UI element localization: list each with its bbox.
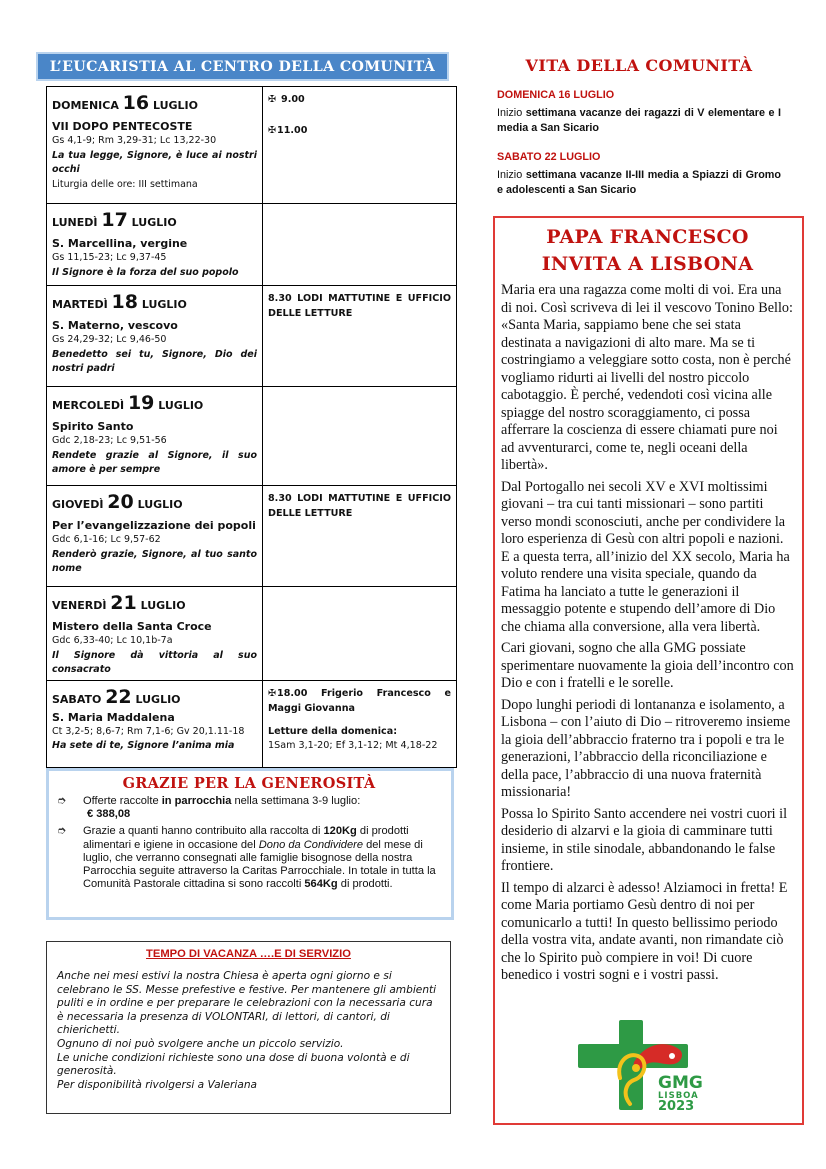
gmg-lisboa-logo [576,1018,726,1112]
papa-francesco-box [493,216,804,1125]
day-cell [47,680,263,767]
readings: Gdc 6,1-16; Lc 9,57-62 [52,534,161,545]
vita-date: SABATO 22 LUGLIO [497,151,601,163]
papa-title: PAPA FRANCESCO INVITA A LISBONA [541,226,754,275]
psalm: Il Signore è la forza del suo popolo [52,266,239,278]
generosita-box [46,768,454,920]
day-heading: MARTEDÌ 18 LUGLIO [52,291,187,313]
saint-name: Per l’evangelizzazione dei popoli [52,519,256,532]
event-text: ✠18.00 Frigerio Francesco e Maggi Giovanna [268,687,451,714]
event-cell [263,87,457,204]
day-cell [47,286,263,387]
day-cell [47,87,263,204]
generosita-title: GRAZIE PER LA GENEROSITÀ [122,775,376,792]
letture-title: Letture della domenica: [268,725,398,737]
readings: Gs 24,29-32; Lc 9,46-50 [52,334,167,345]
saint-name: S. Marcellina, vergine [52,237,188,250]
papa-paragraph: Dal Portogallo nei secoli XV e XVI moltissimi giovani – tra cui tanti missionari – sono partiti verso mondi sconosciuti, anche per condividere la loro esperienza di Gesù con altri popoli e nazioni. E a questa terra, all’inizio del XX secolo, Maria ha voluto rendere una visita speciale, quando da Fatima ha lanciato a tutte le generazioni il messaggio potente e stupendo dell’amore di Dio che chiama alla conversione, alla vera libertà. [501,478,790,635]
day-cell [47,587,263,681]
psalm: La tua legge, Signore, è luce ai nostri occhi [52,149,257,175]
mass-time: ✠ 9.00 [268,94,305,105]
section-header-text: L’EUCARISTIA AL CENTRO DELLA COMUNITÀ [49,58,436,75]
logo-yellow-bead [632,1064,640,1072]
saint-name: VII DOPO PENTECOSTE [52,120,193,133]
cross-icon: ✠ [268,125,277,136]
event-cell [263,486,457,587]
day-heading: SABATO 22 LUGLIO [52,685,181,708]
day-heading: MERCOLEDÌ 19 LUGLIO [52,392,204,414]
day-heading: DOMENICA 16 LUGLIO [52,92,198,114]
calendar-row [47,680,457,767]
day-heading: VENERDÌ 21 LUGLIO [52,592,186,614]
section-header-eucaristia [36,52,449,81]
calendar-row [47,587,457,681]
saint-name: S. Materno, vescovo [52,319,178,332]
day-heading: LUNEDÌ 17 LUGLIO [52,209,177,231]
vita-date: DOMENICA 16 LUGLIO [497,89,615,101]
letture-refs: 1Sam 3,1-20; Ef 3,1-12; Mt 4,18-22 [268,740,438,751]
psalm: Ha sete di te, Signore l’anima mia [52,740,235,751]
saint-name: S. Maria Maddalena [52,710,175,724]
event-text: 8.30 LODI MATTUTINE E UFFICIO DELLE LETTURE [268,293,451,319]
logo-text-gmg: GMG [658,1073,703,1093]
logo-text-lisboa: LISBOA [658,1091,699,1101]
vacanza-title: TEMPO DI VACANZA ….E DI SERVIZIO [146,948,351,960]
logo-text-year: 2023 [658,1099,695,1112]
saint-name: Mistero della Santa Croce [52,620,212,633]
vita-text: Inizio settimana vacanze II-III media a Spiazzi di Gromo e adolescenti a San Sicario [497,169,781,196]
readings: Gs 4,1-9; Rm 3,29-31; Lc 13,22-30 [52,135,217,146]
calendar-row [47,387,457,486]
event-text: 8.30 LODI MATTUTINE E UFFICIO DELLE LETTURE [268,493,451,519]
readings: Ct 3,2-5; 8,6-7; Rm 7,1-6; Gv 20,1.11-18 [52,725,245,737]
saint-name: Spirito Santo [52,420,134,433]
papa-paragraph: Maria era una ragazza come molti di voi. Era una di noi. Così scriveva di lei il vescovo Tonino Bello: «Santa Maria, sappiamo bene che sei stata destinata a navigazioni di alto mare. Ma se ti costringiamo a veleggiare sotto costa, non è perché vogliamo ridurti ai livelli del nostro piccolo cabotaggio. È perché, vedendoti così vicina alle spiagge del nostro scoraggiamento, ci possa afferrare la coscienza di essere chiamati pure noi ad avventurarci, come te, negli oceani della libertà». [501,282,793,473]
vita-text: Inizio settimana vacanze dei ragazzi di V elementare e I media a San Sicario [497,107,781,134]
readings: Gdc 2,18-23; Lc 9,51-56 [52,435,167,446]
mass-time: ✠11.00 [268,125,308,136]
arrow-icon: ➮ [57,825,67,838]
event-cell [263,204,457,286]
list-item: ➮ Grazie a quanti hanno contribuito alla raccolta di 120Kg di prodotti alimentari e igiene in occasione del Dono da Condividere del mese di luglio, che verranno consegnati alle famiglie bisognose della nostra Parrocchia seguite attraverso la Caritas Parrocchiale. In totale in tutta la Comunità Pastorale cittadina si sono raccolti 564Kg di prodotti. [57,825,436,891]
vacanza-box [46,941,451,1114]
day-heading: GIOVEDÌ 20 LUGLIO [52,491,183,513]
vacanza-paragraph: Per disponibilità rivolgersi a Valeriana [57,1078,258,1091]
offering-amount: € 388,08 [87,808,131,821]
event-cell [263,587,457,681]
papa-paragraph: Dopo lunghi periodi di lontananza e isolamento, a Lisbona – con l’aiuto di Dio – ritroveremo insieme la gioia dell’abbraccio fraterno tra i popoli e tra le generazioni, l’abbraccio della riconciliazione e della pace, l’abbraccio di una nuova fraternità missionaria! [501,696,791,800]
calendar-row [47,87,457,204]
papa-paragraph: Cari giovani, sogno che alla GMG possiate sperimentare nuovamente la gioia dell’incontro con Dio e con i fratelli e le sorelle. [501,640,794,691]
list-item: ➮ Offerte raccolte in parrocchia nella settimana 3-9 luglio: € 388,08 [57,795,361,821]
cross-icon: ✠ [268,94,277,105]
psalm: Il Signore dà vittoria al suo consacrato [52,649,257,675]
vita-comunita-title: VITA DELLA COMUNITÀ [525,56,753,75]
calendar-row [47,486,457,587]
liturgy-note: Liturgia delle ore: III settimana [52,178,198,190]
day-cell [47,204,263,286]
day-cell [47,387,263,486]
vacanza-paragraph: Ognuno di noi può svolgere anche un piccolo servizio. [57,1037,344,1050]
calendar-row [47,204,457,286]
vacanza-paragraph: Le uniche condizioni richieste sono una dose di buona volontà e di generosità. [57,1051,410,1078]
papa-paragraph: Possa lo Spirito Santo accendere nei vostri cuori il desiderio di alzarvi e la gioia di camminare tutti insieme, in stile sinodale, abbandonando le false frontiere. [501,805,788,874]
vacanza-paragraph: Anche nei mesi estivi la nostra Chiesa è aperta ogni giorno e si celebrano le SS. Messe prefestive e festive. Per mantenere gli ambienti puliti e in ordine e per preparare le celebrazioni con la necessaria cura è necessaria la presenza di VOLONTARI, di lettori, di cantori, di chierichetti. [57,970,437,1037]
event-cell [263,286,457,387]
psalm: Rendete grazie al Signore, il suo amore è per sempre [52,449,257,475]
logo-white-dot [669,1053,675,1059]
papa-paragraph: Il tempo di alzarci è adesso! Alziamoci in fretta! E come Maria portiamo Gesù dentro di noi per comunicarlo a tutti! In questo bellissimo periodo della vostra vita, andate avanti, non rimandate ciò che lo Spirito può compiere in voi! Di cuore benedico i vostri sogni e i vostri passi. [501,879,788,983]
calendar-row [47,286,457,387]
day-cell [47,486,263,587]
vita-event [497,150,781,197]
psalm: Renderò grazie, Signore, al tuo santo nome [52,548,257,574]
event-cell [263,680,457,767]
readings: Gs 11,15-23; Lc 9,37-45 [52,252,167,263]
cross-icon: ✠ [268,687,277,699]
readings: Gdc 6,33-40; Lc 10,1b-7a [52,635,173,646]
event-cell [263,387,457,486]
weekly-calendar-table [46,86,457,768]
arrow-icon: ➮ [57,795,67,807]
psalm: Benedetto sei tu, Signore, Dio dei nostri padri [52,348,257,374]
vita-event [497,88,781,135]
